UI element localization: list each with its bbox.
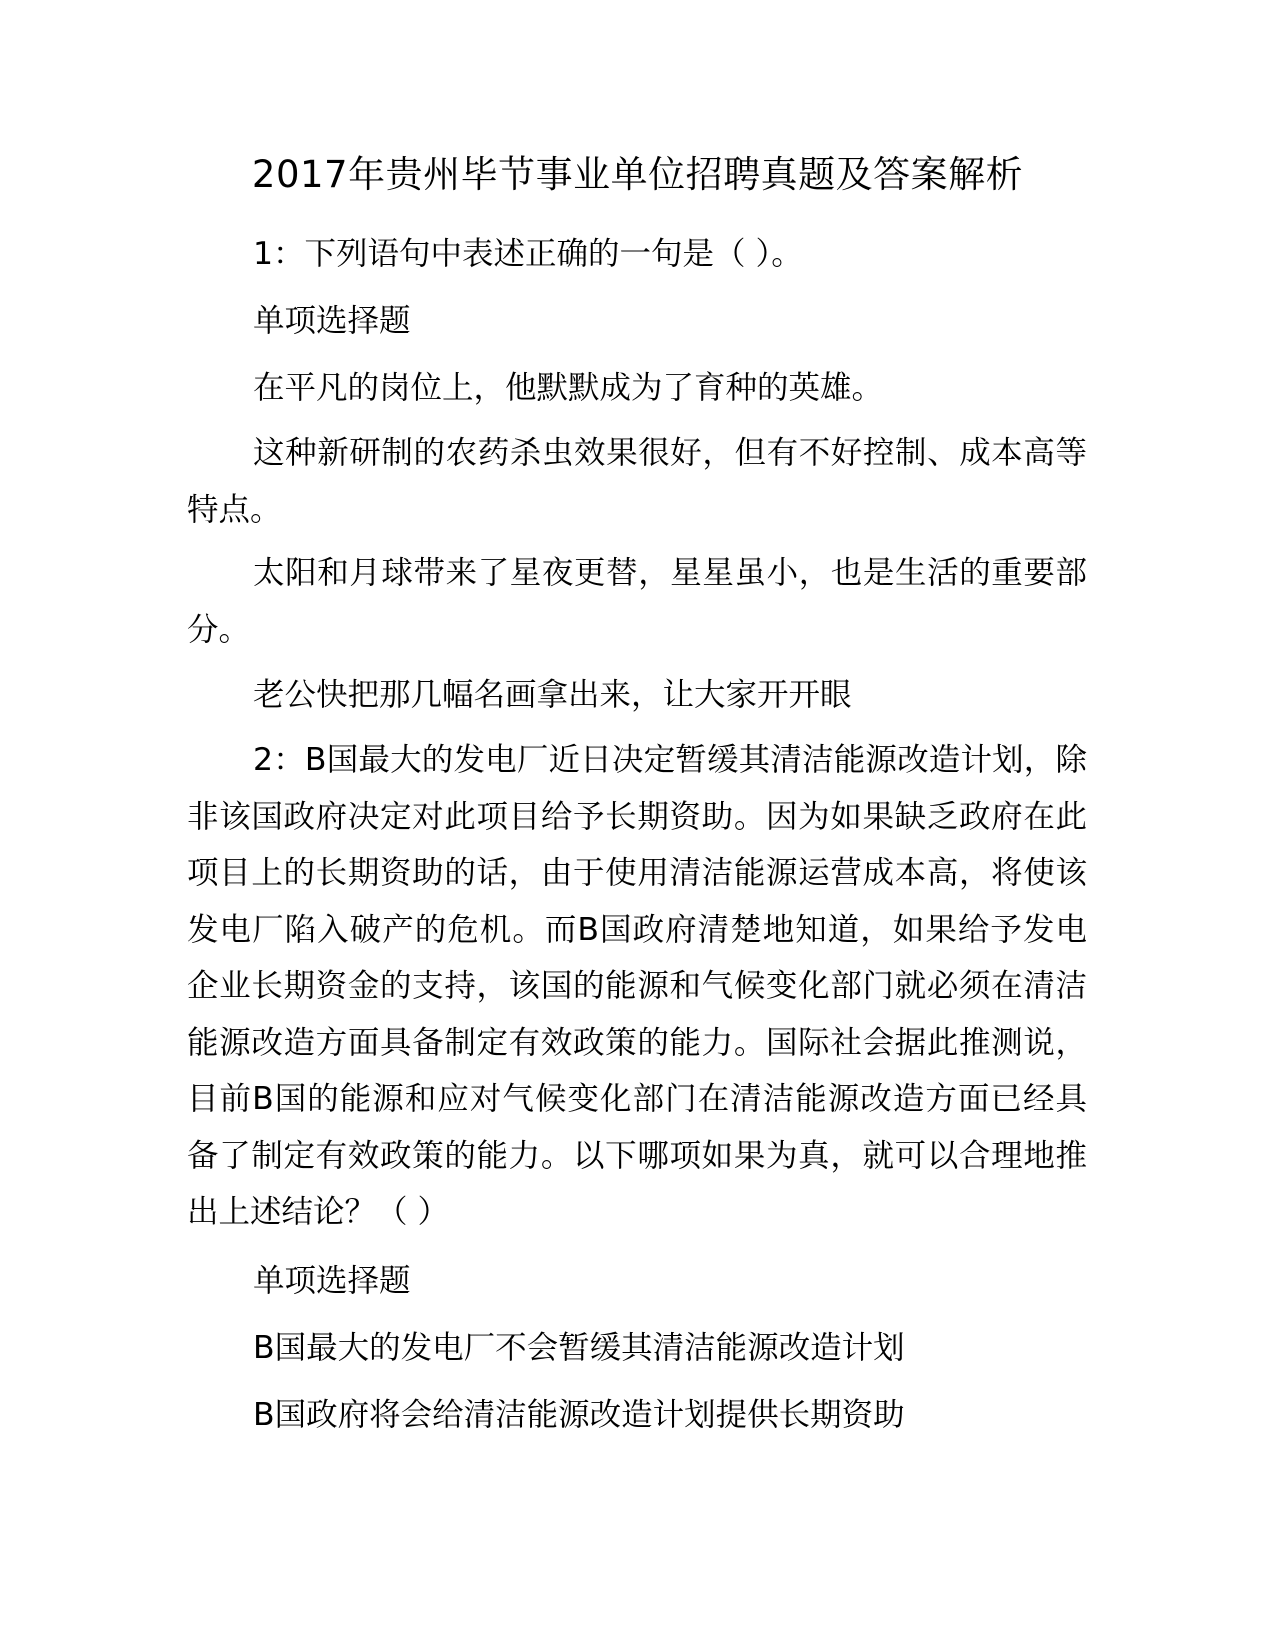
question-2-option-b: B国政府将会给清洁能源改造计划提供长期资助 (253, 1396, 905, 1433)
question-1-option-a: 在平凡的岗位上，他默默成为了育种的英雄。 (253, 370, 884, 406)
document-body (187, 224, 1087, 1445)
question-2-option-a: B国最大的发电厂不会暂缓其清洁能源改造计划 (253, 1329, 905, 1366)
question-1-type: 单项选择题 (253, 303, 411, 339)
question-2-stem: 2：B国最大的发电厂近日决定暂缓其清洁能源改造计划，除非该国政府决定对此项目给予长期资助。因为如果缺乏政府在此项目上的长期资助的话，由于使用清洁能源运营成本高，将使该发电厂陷入破产的危机。而B国政府清楚地知道，如果给予发电企业长期资金的支持，该国的能源和气候变化部门就必须在清洁能源改造方面具备制定有效政策的能力。国际社会据此推测说，目前B国的能源和应对气候变化部门在清洁能源改造方面已经具备了制定有效政策的能力。以下哪项如果为真，就可以合理地推出上述结论？（ ） (187, 742, 1087, 1230)
question-2-type: 单项选择题 (253, 1262, 411, 1299)
question-1-stem: 1：下列语句中表述正确的一句是（ ）。 (253, 236, 803, 272)
question-1-option-c: 太阳和月球带来了星夜更替，星星虽小，也是生活的重要部分。 (187, 555, 1087, 648)
document-title: 2017年贵州毕节事业单位招聘真题及答案解析 (251, 153, 1024, 196)
question-1-option-d: 老公快把那几幅名画拿出来，让大家开开眼 (253, 677, 852, 713)
question-1-option-b: 这种新研制的农药杀虫效果很好，但有不好控制、成本高等特点。 (187, 435, 1087, 528)
